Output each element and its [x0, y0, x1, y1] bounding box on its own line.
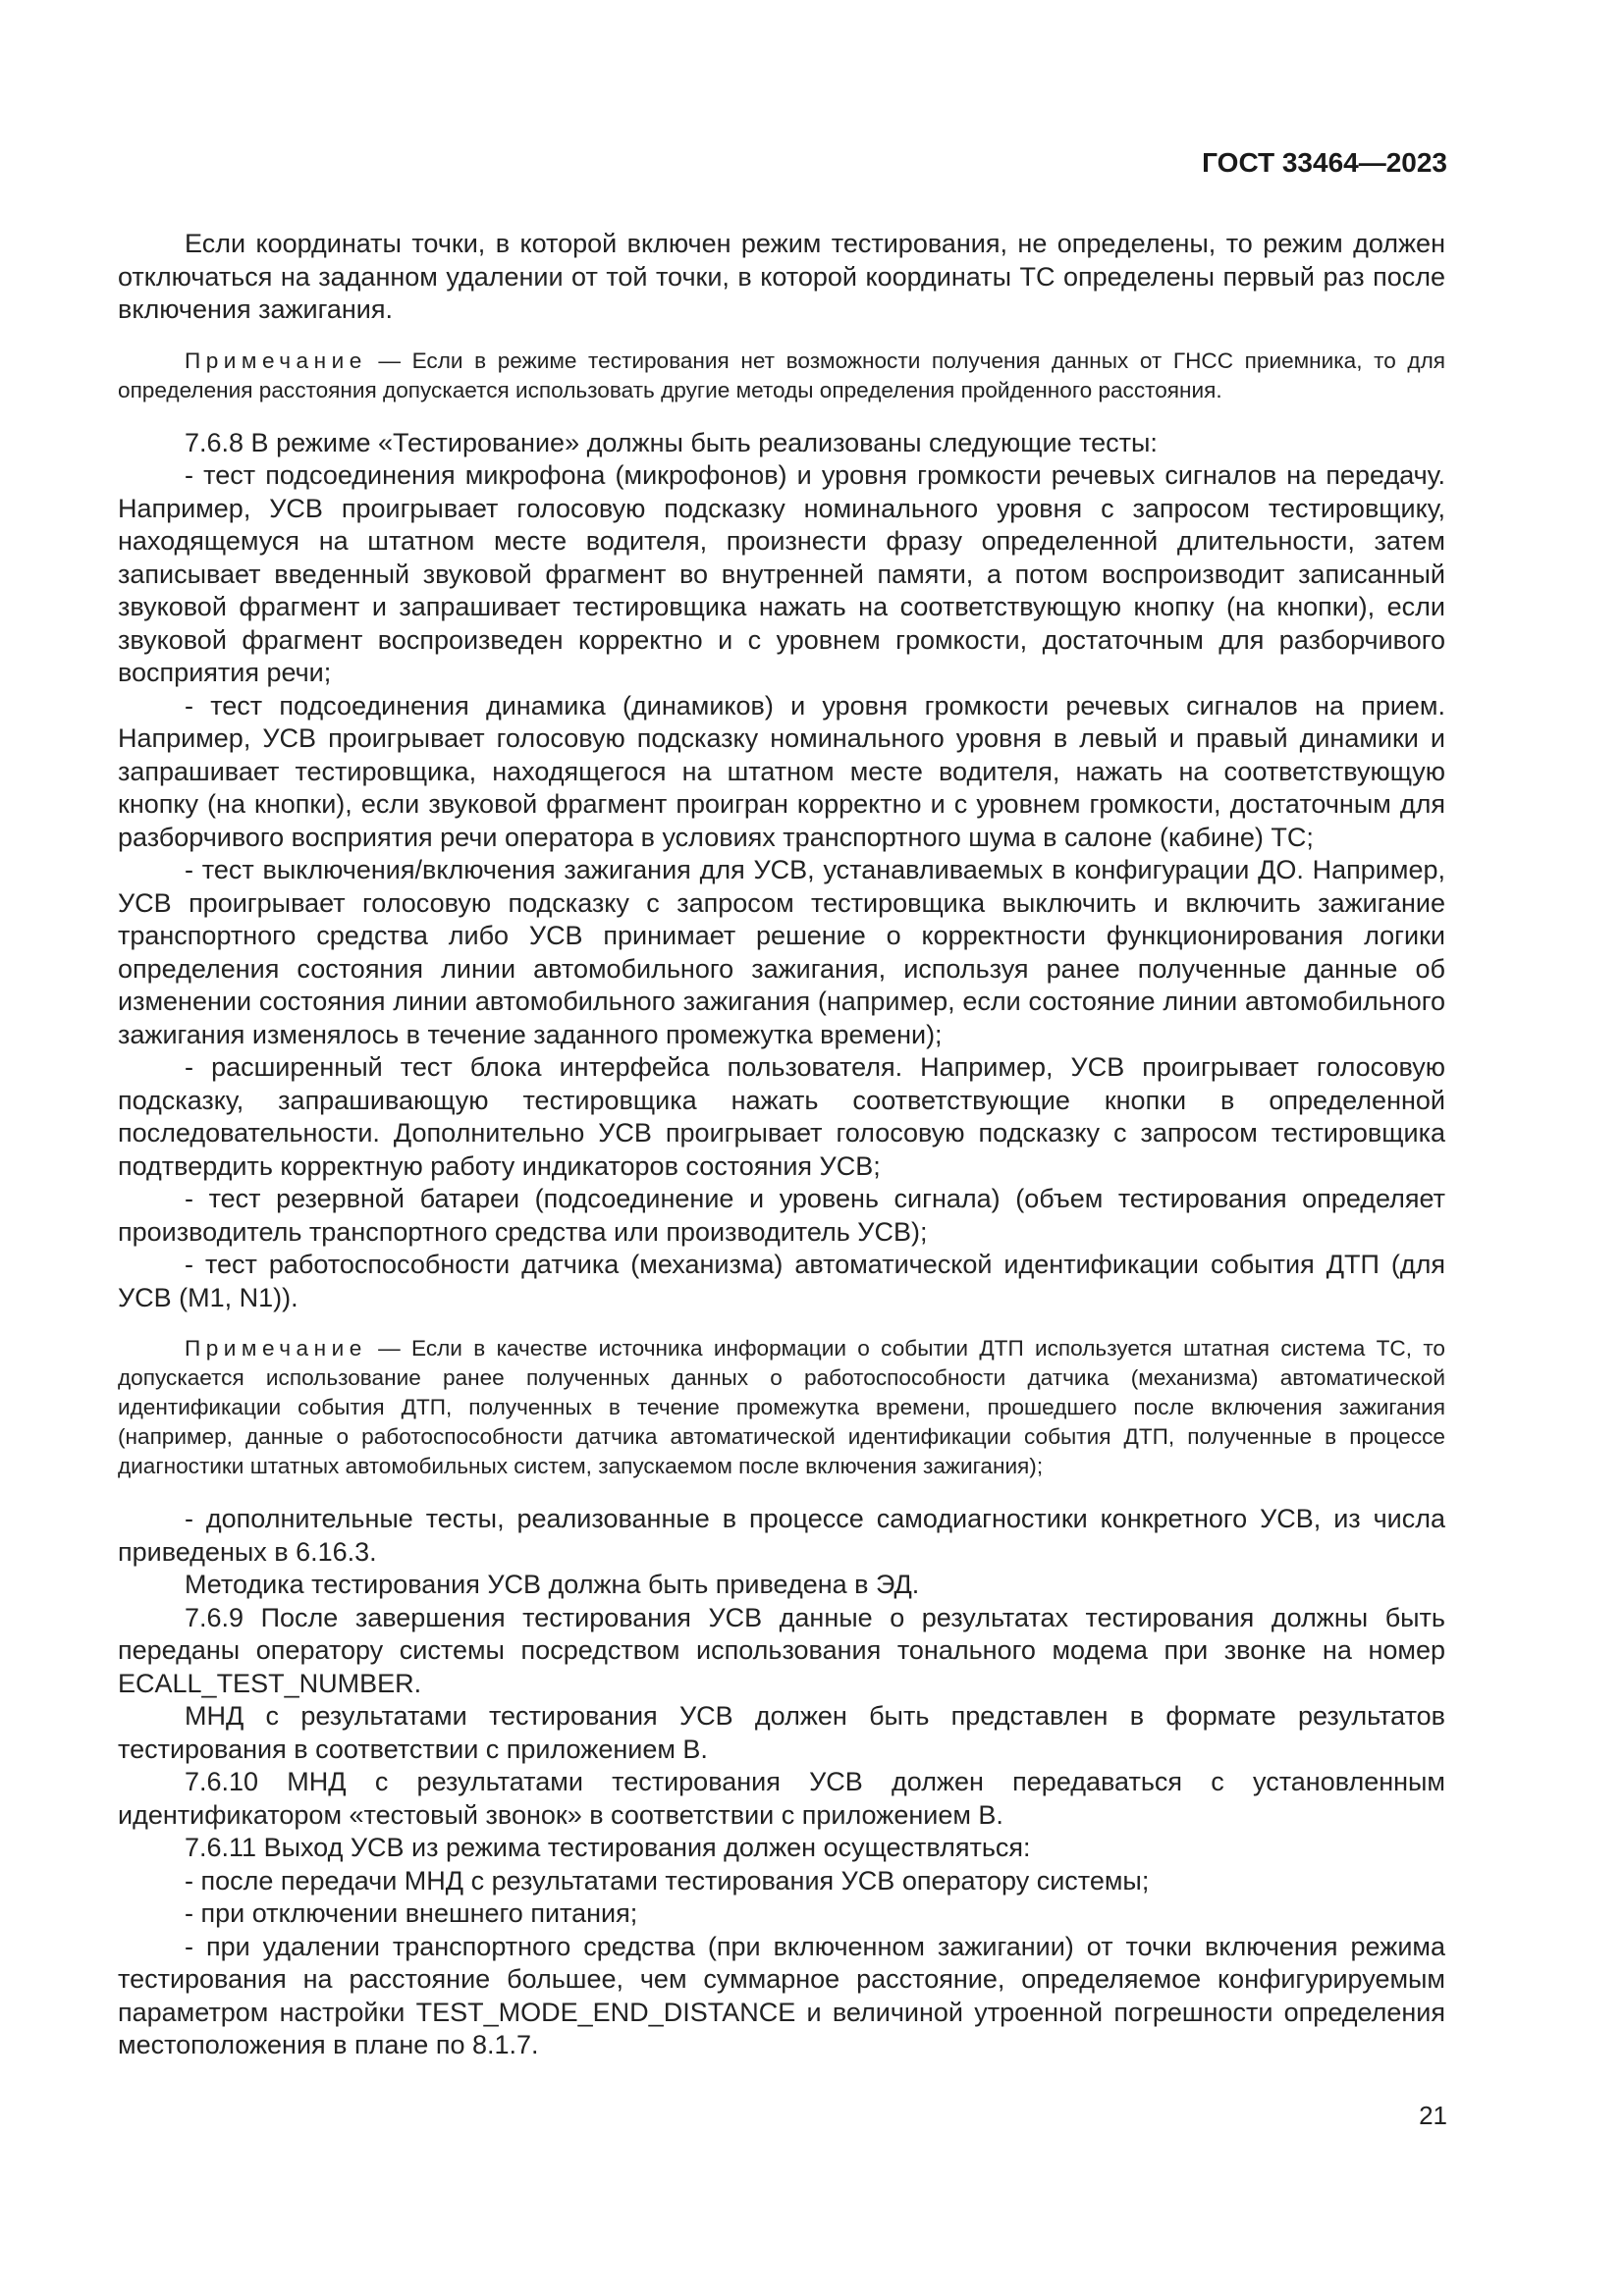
note	[118, 1334, 1445, 1481]
paragraph: 7.6.11 Выход УСВ из режима тестирования должен осуществляться:	[185, 1833, 1031, 1862]
page-content	[118, 228, 1445, 2062]
paragraph: 7.6.10 МНД с результатами тестирования УСВ должен передаваться с установленным идентификатором «тестовый звонок» в соответствии с приложением В.	[118, 1767, 1445, 1830]
paragraph: Методика тестирования УСВ должна быть приведена в ЭД.	[185, 1570, 920, 1599]
note-text: — Если в качестве источника информации о событии ДТП используется штатная система ТС, то допускается использование ранее полученных данных о работоспособности датчика (механизма) автоматической идентификации события ДТП, полученных в течение промежутка времени, прошедшего после включения зажигания (например, данные о работоспособности датчика автоматической идентификации события ДТП, полученные в процессе диагностики штатных автомобильных систем, запускаемом после включения зажигания);	[118, 1336, 1445, 1478]
paragraph: Если координаты точки, в которой включен режим тестирования, не определены, то режим должен отключаться на заданном удалении от той точки, в которой координаты ТС определены первый раз после включения зажигания.	[118, 229, 1445, 324]
list-item: - тест подсоединения динамика (динамиков) и уровня громкости речевых сигналов на прием. Например, УСВ проигрывает голосовую подсказку номинального уровня в левый и правый динамики и запрашивает тестировщика, находящегося на штатном месте водителя, нажать на соответствующую кнопку (на кнопки), если звуковой фрагмент проигран корректно и с уровнем громкости, достаточным для разборчивого восприятия речи оператора в условиях транспортного шума в салоне (кабине) ТС;	[118, 690, 1445, 852]
list-item: - после передачи МНД с результатами тестирования УСВ оператору системы;	[185, 1865, 1150, 1896]
note-label: Примечание	[185, 347, 367, 373]
paragraph: МНД с результатами тестирования УСВ должен быть представлен в формате результатов тестирования в соответствии с приложением В.	[118, 1701, 1445, 1764]
paragraph: 7.6.8 В режиме «Тестирование» должны быть реализованы следующие тесты:	[185, 427, 1158, 457]
list-item: - при удалении транспортного средства (при включенном зажигании) от точки включения режима тестирования на расстояние большее, чем суммарное расстояние, определяемое конфигурируемым параметром настройки TEST_MODE_END_DISTANCE и величиной утроенной погрешности определения местоположения в плане по 8.1.7.	[118, 1931, 1445, 2059]
list-item: - тест резервной батареи (подсоединение и уровень сигнала) (объем тестирования определяет производитель транспортного средства или производитель УСВ);	[118, 1184, 1445, 1247]
list-item: - тест подсоединения микрофона (микрофонов) и уровня громкости речевых сигналов на передачу. Например, УСВ проигрывает голосовую подсказку номинального уровня с запросом тестировщику, находящемуся на штатном месте водителя, произнести фразу определенной длительности, затем записывает введенный звуковой фрагмент во внутренней памяти, а потом воспроизводит записанный звуковой фрагмент и запрашивает тестировщика нажать на соответствующую кнопку (на кнопки), если звуковой фрагмент воспроизведен корректно и с уровнем громкости, достаточным для разборчивого восприятия речи;	[118, 460, 1445, 687]
note-text: — Если в режиме тестирования нет возможности получения данных от ГНСС приемника, то для определения расстояния допускается использовать другие методы определения пройденного расстояния.	[118, 347, 1445, 402]
list-item: - при отключении внешнего питания;	[185, 1898, 638, 1928]
page-number: 21	[1419, 2101, 1447, 2130]
list-item: - дополнительные тесты, реализованные в процессе самодиагностики конкретного УСВ, из числа приведеных в 6.16.3.	[118, 1504, 1445, 1567]
document-id: ГОСТ 33464—2023	[1202, 147, 1447, 178]
note-label: Примечание	[185, 1336, 367, 1361]
list-item: - расширенный тест блока интерфейса пользователя. Например, УСВ проигрывает голосовую подсказку, запрашивающую тестировщика нажать соответствующие кнопки в определенной последовательности. Дополнительно УСВ проигрывает голосовую подсказку с запросом тестировщика подтвердить корректную работу индикаторов состояния УСВ;	[118, 1052, 1445, 1181]
note	[118, 347, 1445, 405]
list-item: - тест выключения/включения зажигания для УСВ, устанавливаемых в конфигурации ДО. Например, УСВ проигрывает голосовую подсказку с запросом тестировщика выключить и включить зажигание транспортного средства либо УСВ принимает решение о корректности функционирования логики определения состояния линии автомобильного зажигания, используя ранее полученные данные об изменении состояния линии автомобильного зажигания (например, если состояние линии автомобильного зажигания изменялось в течение заданного промежутка времени);	[118, 855, 1445, 1049]
list-item: - тест работоспособности датчика (механизма) автоматической идентификации события ДТП (для УСВ (M1, N1)).	[118, 1250, 1445, 1312]
paragraph: 7.6.9 После завершения тестирования УСВ данные о результатах тестирования должны быть переданы оператору системы посредством использования тонального модема при звонке на номер ECALL_TEST_NUMBER.	[118, 1602, 1445, 1698]
